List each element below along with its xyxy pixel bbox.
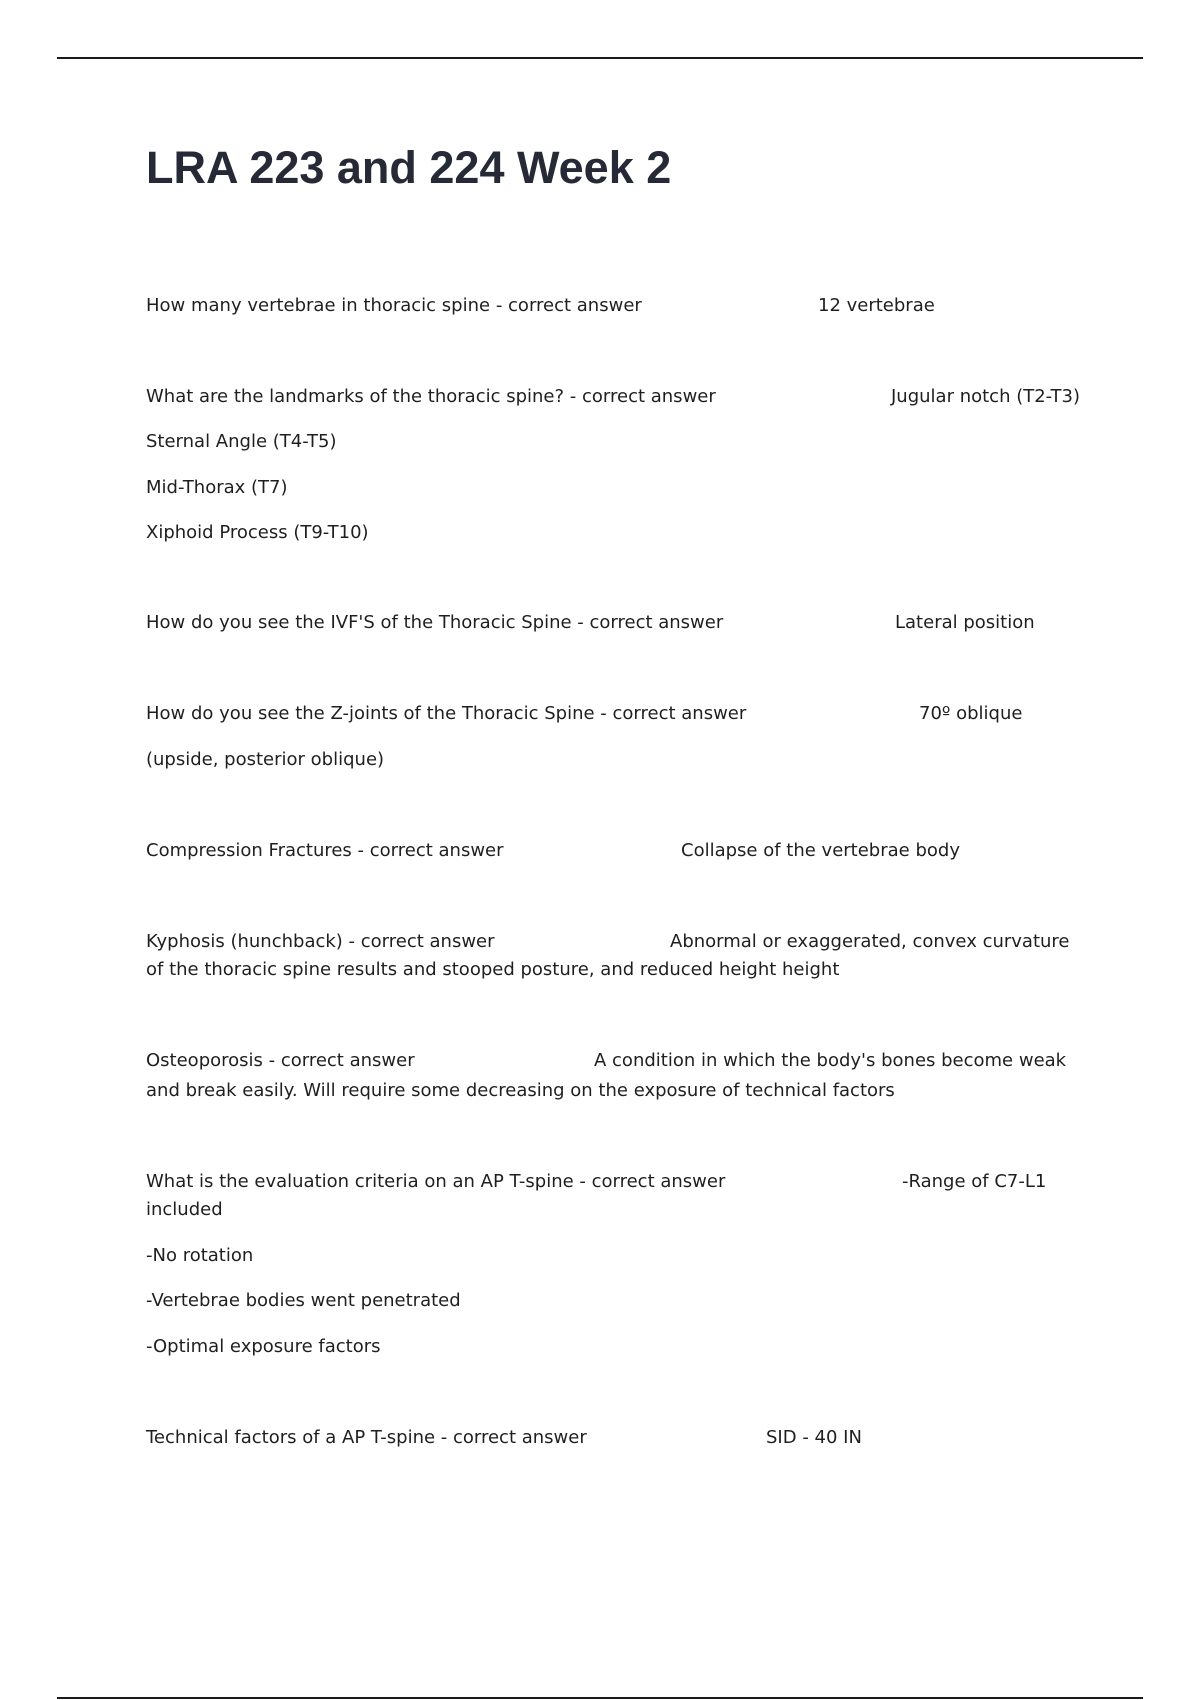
question-text: How do you see the IVF'S of the Thoracic Spine - correct answer — [146, 612, 724, 633]
top-rule — [57, 57, 1143, 59]
question-text: How do you see the Z-joints of the Thoracic Spine - correct answer — [146, 703, 747, 724]
answer-text: Abnormal or exaggerated, convex curvature — [670, 931, 1070, 952]
qa-item-7 — [146, 1049, 1067, 1073]
answer-text: Jugular notch (T2-T3) — [891, 386, 1080, 407]
qa-item-5 — [146, 839, 960, 863]
answer-line: -Vertebrae bodies went penetrated — [146, 1290, 461, 1311]
document-title: LRA 223 and 224 Week 2 — [146, 142, 672, 193]
question-text: Osteoporosis - correct answer — [146, 1050, 415, 1071]
qa-item-3 — [146, 611, 1035, 635]
answer-continuation: of the thoracic spine results and stooped posture, and reduced height height — [146, 959, 840, 980]
question-text: What are the landmarks of the thoracic spine? - correct answer — [146, 386, 716, 407]
answer-text: -Range of C7-L1 — [902, 1171, 1047, 1192]
qa-item-2 — [146, 385, 1080, 409]
answer-continuation: included — [146, 1199, 223, 1220]
qa-item-4 — [146, 702, 1023, 726]
answer-line: Xiphoid Process (T9-T10) — [146, 522, 369, 543]
answer-line: -Optimal exposure factors — [146, 1336, 381, 1357]
qa-item-1 — [146, 294, 935, 318]
answer-line: -No rotation — [146, 1245, 254, 1266]
answer-continuation: and break easily. Will require some decreasing on the exposure of technical factors — [146, 1080, 895, 1101]
qa-item-6 — [146, 930, 1070, 954]
qa-item-9 — [146, 1426, 862, 1450]
question-text: Compression Fractures - correct answer — [146, 840, 504, 861]
answer-line: (upside, posterior oblique) — [146, 749, 385, 770]
bottom-rule — [57, 1697, 1143, 1699]
answer-text: Collapse of the vertebrae body — [681, 840, 960, 861]
answer-text: A condition in which the body's bones become weak — [594, 1050, 1067, 1071]
answer-text: Lateral position — [895, 612, 1035, 633]
answer-line: Mid-Thorax (T7) — [146, 477, 288, 498]
question-text: How many vertebrae in thoracic spine - correct answer — [146, 295, 642, 316]
question-text: Kyphosis (hunchback) - correct answer — [146, 931, 495, 952]
question-text: What is the evaluation criteria on an AP T-spine - correct answer — [146, 1171, 726, 1192]
question-text: Technical factors of a AP T-spine - correct answer — [146, 1427, 587, 1448]
answer-text: 70º oblique — [919, 703, 1023, 724]
answer-text: 12 vertebrae — [818, 295, 935, 316]
answer-line: Sternal Angle (T4-T5) — [146, 431, 337, 452]
answer-text: SID - 40 IN — [766, 1427, 862, 1448]
qa-item-8 — [146, 1170, 1047, 1194]
